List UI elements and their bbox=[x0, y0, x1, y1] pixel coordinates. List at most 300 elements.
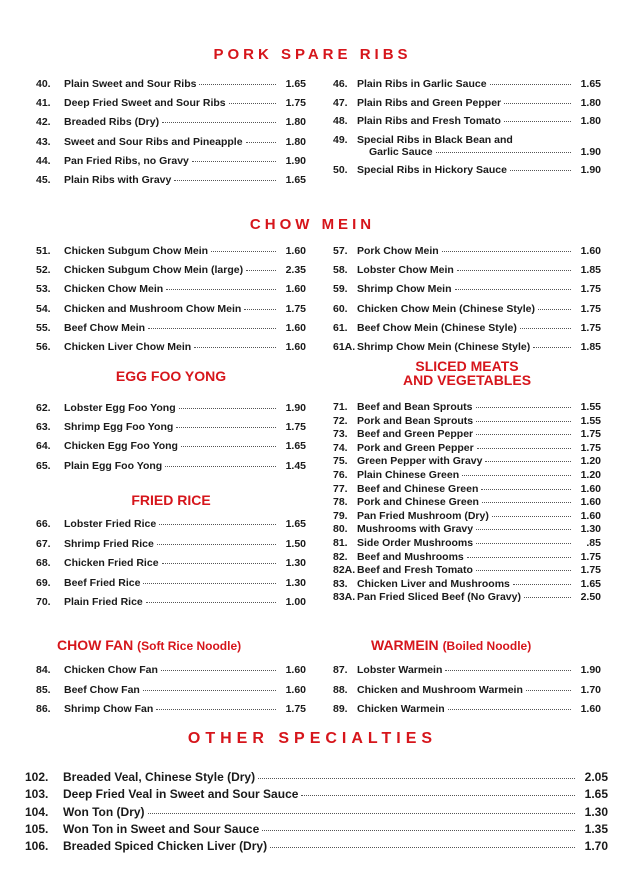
item-price: 1.75 bbox=[580, 564, 601, 577]
dot-leader bbox=[490, 84, 571, 85]
menu-item bbox=[333, 551, 601, 563]
dot-leader bbox=[157, 544, 276, 545]
item-number: 83A. bbox=[333, 591, 356, 604]
dot-leader bbox=[476, 421, 571, 422]
item-number: 61A. bbox=[333, 341, 356, 353]
item-price: 1.80 bbox=[580, 115, 601, 127]
menu-item bbox=[36, 245, 306, 257]
heading-sliced-meats-line2: AND VEGETABLES bbox=[402, 372, 532, 388]
dot-leader bbox=[148, 328, 276, 329]
menu-item bbox=[36, 703, 306, 715]
item-price: 1.85 bbox=[580, 264, 601, 277]
dot-leader bbox=[161, 670, 276, 671]
item-price: 1.60 bbox=[580, 703, 601, 715]
item-number: 44. bbox=[36, 154, 51, 167]
item-name: Lobster Warmein bbox=[357, 664, 443, 676]
heading-pork-spare-ribs: PORK SPARE RIBS bbox=[213, 46, 412, 63]
item-name: Plain Sweet and Sour Ribs bbox=[64, 78, 197, 90]
dot-leader bbox=[476, 570, 571, 571]
item-number: 49. bbox=[333, 134, 348, 146]
item-number: 73. bbox=[333, 428, 348, 441]
menu-item bbox=[36, 460, 306, 472]
item-name: Plain Ribs with Gravy bbox=[64, 174, 172, 186]
item-name: Breaded Veal, Chinese Style (Dry) bbox=[63, 770, 256, 784]
item-name: Pork Chow Mein bbox=[357, 245, 439, 257]
dot-leader bbox=[462, 475, 571, 476]
dot-leader bbox=[211, 251, 276, 252]
dot-leader bbox=[162, 122, 276, 123]
item-name: Pork and Chinese Green bbox=[357, 496, 479, 509]
item-name: Deep Fried Sweet and Sour Ribs bbox=[64, 97, 226, 110]
item-name: Lobster Fried Rice bbox=[64, 518, 157, 530]
item-price: 1.35 bbox=[584, 821, 608, 836]
dot-leader bbox=[244, 309, 276, 310]
item-price: 1.80 bbox=[285, 135, 306, 148]
menu-item bbox=[25, 787, 608, 801]
item-name: Beef and Mushrooms bbox=[357, 550, 464, 563]
menu-item bbox=[333, 134, 601, 146]
dot-leader bbox=[442, 251, 571, 252]
item-price: 1.60 bbox=[285, 321, 306, 334]
item-name: Plain Ribs in Garlic Sauce bbox=[357, 78, 487, 90]
menu-item bbox=[36, 518, 306, 530]
item-number: 60. bbox=[333, 302, 348, 315]
dot-leader bbox=[467, 557, 571, 558]
menu-item bbox=[25, 805, 608, 819]
item-price: 1.55 bbox=[580, 401, 601, 413]
item-name: Plain Chinese Green bbox=[357, 469, 460, 481]
dot-leader bbox=[199, 84, 276, 85]
item-name: Breaded Ribs (Dry) bbox=[64, 116, 160, 129]
item-price: 1.60 bbox=[580, 245, 601, 257]
item-number: 78. bbox=[333, 496, 348, 509]
item-number: 45. bbox=[36, 174, 51, 186]
item-name: Won Ton (Dry) bbox=[63, 804, 145, 819]
item-price: 1.90 bbox=[580, 164, 601, 176]
item-price: 1.50 bbox=[285, 537, 306, 550]
item-price: 1.75 bbox=[285, 97, 306, 110]
dot-leader bbox=[181, 446, 276, 447]
item-price: 1.60 bbox=[580, 482, 601, 495]
dot-leader bbox=[156, 709, 276, 710]
heading-sliced-meats-line1: SLICED MEATS bbox=[415, 358, 519, 374]
item-number: 59. bbox=[333, 283, 348, 296]
heading-warmein bbox=[371, 638, 531, 652]
item-number: 66. bbox=[36, 518, 51, 530]
item-number: 82. bbox=[333, 550, 348, 563]
menu-item bbox=[333, 164, 601, 176]
item-price: 1.90 bbox=[285, 154, 306, 167]
item-price: 1.65 bbox=[580, 78, 601, 90]
dot-leader bbox=[538, 309, 571, 310]
item-name: Chicken Warmein bbox=[357, 703, 445, 715]
dot-leader bbox=[166, 289, 276, 290]
item-number: 72. bbox=[333, 414, 348, 427]
item-price: 1.60 bbox=[285, 245, 306, 257]
item-price: 1.90 bbox=[580, 664, 601, 676]
item-number: 103. bbox=[25, 787, 49, 802]
item-name: Chicken and Mushroom Chow Mein bbox=[64, 302, 242, 315]
item-name: Pan Fried Mushroom (Dry) bbox=[357, 509, 489, 522]
menu-item bbox=[36, 174, 306, 186]
item-name: Sweet and Sour Ribs and Pineapple bbox=[64, 135, 243, 148]
item-name: Green Pepper with Gravy bbox=[357, 455, 483, 468]
item-name: Special Ribs in Black Bean and bbox=[357, 134, 513, 146]
dot-leader bbox=[513, 584, 571, 585]
item-name: Breaded Spiced Chicken Liver (Dry) bbox=[63, 839, 268, 854]
menu-item bbox=[333, 684, 601, 696]
item-price: 1.90 bbox=[285, 402, 306, 414]
item-number: 83. bbox=[333, 577, 348, 590]
menu-item bbox=[36, 155, 306, 167]
item-name: Chicken and Mushroom Warmein bbox=[357, 683, 523, 696]
dot-leader bbox=[165, 466, 276, 467]
item-name: Beef and Bean Sprouts bbox=[357, 401, 473, 413]
item-price: 2.35 bbox=[285, 264, 306, 277]
menu-item bbox=[333, 578, 601, 590]
item-name: Chicken Subgum Chow Mein (large) bbox=[64, 264, 244, 277]
menu-item bbox=[36, 664, 306, 676]
item-number: 71. bbox=[333, 401, 348, 413]
dot-leader bbox=[476, 407, 571, 408]
dot-leader bbox=[436, 152, 571, 153]
menu-item bbox=[25, 839, 608, 853]
item-number: 77. bbox=[333, 482, 348, 495]
item-name: Chicken Liver and Mushrooms bbox=[357, 577, 510, 590]
item-price: 1.75 bbox=[580, 321, 601, 334]
item-number: 75. bbox=[333, 455, 348, 468]
item-name: Plain Fried Rice bbox=[64, 596, 143, 608]
dot-leader bbox=[143, 583, 276, 584]
item-name: Pork and Bean Sprouts bbox=[357, 414, 474, 427]
dot-leader bbox=[179, 408, 276, 409]
dot-leader bbox=[246, 142, 276, 143]
item-name: Shrimp Egg Foo Yong bbox=[64, 421, 174, 434]
item-name: Pan Fried Sliced Beef (No Gravy) bbox=[357, 591, 521, 604]
item-price: 1.30 bbox=[285, 576, 306, 589]
menu-item bbox=[333, 483, 601, 495]
dot-leader bbox=[258, 778, 575, 779]
menu-item bbox=[25, 770, 608, 784]
item-name: Deep Fried Veal in Sweet and Sour Sauce bbox=[63, 787, 299, 802]
dot-leader bbox=[148, 813, 575, 814]
menu-item bbox=[36, 78, 306, 90]
item-number: 63. bbox=[36, 421, 51, 434]
item-price: 1.45 bbox=[285, 459, 306, 472]
dot-leader bbox=[504, 121, 571, 122]
item-name: Chicken Fried Rice bbox=[64, 557, 159, 569]
item-number: 61. bbox=[333, 321, 348, 334]
item-price: 1.65 bbox=[584, 787, 608, 802]
menu-item bbox=[333, 264, 601, 276]
item-price: 1.75 bbox=[580, 441, 601, 454]
item-price: 1.30 bbox=[285, 557, 306, 569]
item-name: Chicken Chow Mein bbox=[64, 283, 164, 296]
heading-title: CHOW FAN bbox=[57, 637, 134, 653]
item-number: 51. bbox=[36, 245, 51, 257]
item-number: 53. bbox=[36, 283, 51, 296]
item-number: 84. bbox=[36, 664, 51, 676]
item-number: 88. bbox=[333, 683, 348, 696]
menu-item bbox=[333, 115, 601, 127]
item-number: 85. bbox=[36, 683, 51, 696]
item-price: 1.65 bbox=[580, 577, 601, 590]
item-price: .85 bbox=[586, 537, 601, 549]
item-price: 1.80 bbox=[285, 116, 306, 129]
item-price: 1.60 bbox=[285, 683, 306, 696]
menu-item bbox=[333, 78, 601, 90]
item-number: 64. bbox=[36, 440, 51, 453]
item-number: 87. bbox=[333, 664, 348, 676]
item-number: 58. bbox=[333, 264, 348, 277]
menu-item bbox=[333, 322, 601, 334]
dot-leader bbox=[533, 347, 571, 348]
item-price: 1.60 bbox=[580, 496, 601, 509]
item-number: 70. bbox=[36, 596, 51, 608]
dot-leader bbox=[482, 502, 571, 503]
item-number: 82A. bbox=[333, 564, 356, 577]
item-name: Chicken Chow Fan bbox=[64, 664, 158, 676]
dot-leader bbox=[174, 180, 276, 181]
heading-chow-mein: CHOW MEIN bbox=[249, 216, 376, 233]
dot-leader bbox=[192, 161, 276, 162]
item-number: 46. bbox=[333, 78, 348, 90]
item-name: Beef and Chinese Green bbox=[357, 482, 479, 495]
heading-egg-foo-yong: EGG FOO YONG bbox=[115, 368, 227, 384]
item-number: 57. bbox=[333, 245, 348, 257]
menu-item bbox=[36, 136, 306, 148]
dot-leader bbox=[246, 270, 276, 271]
item-price: 1.20 bbox=[580, 455, 601, 468]
item-name: Lobster Egg Foo Yong bbox=[64, 402, 176, 414]
item-name: Lobster Chow Mein bbox=[357, 264, 454, 277]
item-name: Beef and Fresh Tomato bbox=[357, 564, 473, 577]
dot-leader bbox=[510, 170, 571, 171]
menu-item bbox=[333, 496, 601, 508]
item-number: 54. bbox=[36, 302, 51, 315]
dot-leader bbox=[448, 709, 571, 710]
item-name: Pork and Green Pepper bbox=[357, 441, 474, 454]
item-number: 79. bbox=[333, 509, 348, 522]
item-number: 102. bbox=[25, 770, 49, 784]
item-name: Beef Chow Fan bbox=[64, 683, 140, 696]
item-name: Chicken Subgum Chow Mein bbox=[64, 245, 209, 257]
item-number: 47. bbox=[333, 97, 348, 109]
dot-leader bbox=[301, 795, 575, 796]
dot-leader bbox=[476, 529, 571, 530]
dot-leader bbox=[143, 690, 276, 691]
menu-item bbox=[333, 415, 601, 427]
item-number: 104. bbox=[25, 804, 49, 819]
item-price: 1.60 bbox=[580, 509, 601, 522]
item-name: Garlic Sauce bbox=[369, 146, 433, 158]
menu-item bbox=[333, 442, 601, 454]
menu-item bbox=[36, 538, 306, 550]
item-number: 48. bbox=[333, 115, 348, 127]
item-number: 67. bbox=[36, 537, 51, 550]
item-number: 62. bbox=[36, 402, 51, 414]
item-number: 55. bbox=[36, 321, 51, 334]
menu-item bbox=[36, 322, 306, 334]
item-number: 50. bbox=[333, 164, 348, 176]
menu-item bbox=[36, 421, 306, 433]
item-number: 42. bbox=[36, 116, 51, 129]
item-name: Pan Fried Ribs, no Gravy bbox=[64, 154, 189, 167]
item-price: 1.75 bbox=[285, 302, 306, 315]
item-name: Plain Ribs and Green Pepper bbox=[357, 97, 502, 109]
item-number: 74. bbox=[333, 441, 348, 454]
item-number: 41. bbox=[36, 97, 51, 110]
menu-item bbox=[333, 245, 601, 257]
item-price: 1.75 bbox=[285, 703, 306, 715]
menu-item bbox=[333, 341, 601, 353]
heading-other-specialties: OTHER SPECIALTIES bbox=[187, 730, 438, 747]
menu-item bbox=[36, 341, 306, 353]
item-price: 1.65 bbox=[285, 78, 306, 90]
menu-item bbox=[333, 303, 601, 315]
menu-item bbox=[333, 591, 601, 603]
heading-subtitle: (Soft Rice Noodle) bbox=[137, 639, 242, 653]
item-price: 1.65 bbox=[285, 440, 306, 453]
menu-item bbox=[36, 97, 306, 109]
dot-leader bbox=[270, 847, 575, 848]
item-number: 86. bbox=[36, 703, 51, 715]
menu-item bbox=[333, 428, 601, 440]
menu-item bbox=[333, 664, 601, 676]
item-number: 40. bbox=[36, 78, 51, 90]
item-name: Beef and Green Pepper bbox=[357, 428, 474, 441]
menu-item bbox=[36, 684, 306, 696]
menu-item bbox=[36, 577, 306, 589]
item-price: 1.65 bbox=[285, 174, 306, 186]
item-name: Beef Chow Mein (Chinese Style) bbox=[357, 321, 517, 334]
item-price: 1.00 bbox=[285, 596, 306, 608]
item-name: Shrimp Chow Mein bbox=[357, 283, 452, 296]
dot-leader bbox=[477, 448, 571, 449]
dot-leader bbox=[492, 516, 571, 517]
menu-item bbox=[36, 402, 306, 414]
menu-item bbox=[333, 510, 601, 522]
item-price: 1.85 bbox=[580, 341, 601, 353]
item-name: Side Order Mushrooms bbox=[357, 537, 474, 549]
dot-leader bbox=[457, 270, 571, 271]
dot-leader bbox=[146, 602, 276, 603]
heading-title: WARMEIN bbox=[371, 637, 439, 653]
dot-leader bbox=[524, 597, 571, 598]
item-name: Beef Chow Mein bbox=[64, 321, 146, 334]
dot-leader bbox=[476, 434, 571, 435]
menu-item bbox=[36, 596, 306, 608]
item-price: 1.75 bbox=[580, 428, 601, 441]
item-name: Mushrooms with Gravy bbox=[357, 523, 474, 536]
item-price: 1.90 bbox=[580, 146, 601, 158]
item-price: 1.75 bbox=[285, 421, 306, 434]
menu-item bbox=[36, 283, 306, 295]
item-name: Special Ribs in Hickory Sauce bbox=[357, 164, 507, 176]
item-price: 2.05 bbox=[584, 770, 608, 784]
dot-leader bbox=[194, 347, 276, 348]
item-price: 1.55 bbox=[580, 414, 601, 427]
menu-item bbox=[333, 469, 601, 481]
dot-leader bbox=[229, 103, 276, 104]
item-number: 80. bbox=[333, 523, 348, 536]
item-number: 56. bbox=[36, 341, 51, 353]
item-number: 52. bbox=[36, 264, 51, 277]
dot-leader bbox=[159, 524, 276, 525]
menu-item bbox=[333, 401, 601, 413]
item-number: 65. bbox=[36, 459, 51, 472]
heading-fried-rice: FRIED RICE bbox=[131, 492, 211, 508]
item-name: Beef Fried Rice bbox=[64, 576, 141, 589]
dot-leader bbox=[504, 103, 571, 104]
item-number: 81. bbox=[333, 537, 348, 549]
dot-leader bbox=[262, 830, 575, 831]
dot-leader bbox=[162, 563, 276, 564]
item-price: 2.50 bbox=[580, 591, 601, 604]
item-price: 1.60 bbox=[285, 341, 306, 353]
menu-item bbox=[333, 703, 601, 715]
dot-leader bbox=[476, 543, 571, 544]
item-price: 1.75 bbox=[580, 302, 601, 315]
item-name: Chicken Egg Foo Yong bbox=[64, 440, 178, 453]
item-price: 1.75 bbox=[580, 283, 601, 296]
heading-subtitle: (Boiled Noodle) bbox=[442, 639, 532, 653]
item-name: Chicken Liver Chow Mein bbox=[64, 341, 192, 353]
item-name: Plain Egg Foo Yong bbox=[64, 459, 163, 472]
menu-item bbox=[25, 822, 608, 836]
menu-item bbox=[333, 564, 601, 576]
dot-leader bbox=[526, 690, 571, 691]
item-number: 68. bbox=[36, 557, 51, 569]
menu-item bbox=[36, 440, 306, 452]
menu-item bbox=[36, 116, 306, 128]
menu-item bbox=[36, 264, 306, 276]
menu-item bbox=[333, 537, 601, 549]
item-name: Won Ton in Sweet and Sour Sauce bbox=[63, 821, 260, 836]
item-price: 1.60 bbox=[285, 283, 306, 296]
dot-leader bbox=[455, 289, 572, 290]
menu-item bbox=[333, 455, 601, 467]
menu-item bbox=[36, 557, 306, 569]
item-number: 69. bbox=[36, 576, 51, 589]
menu-item bbox=[333, 97, 601, 109]
item-price: 1.70 bbox=[584, 839, 608, 854]
menu-item bbox=[333, 523, 601, 535]
item-price: 1.65 bbox=[285, 518, 306, 530]
item-price: 1.30 bbox=[584, 804, 608, 819]
item-name: Chicken Chow Mein (Chinese Style) bbox=[357, 302, 535, 315]
dot-leader bbox=[481, 489, 571, 490]
item-name: Shrimp Chow Fan bbox=[64, 703, 154, 715]
menu-item bbox=[36, 303, 306, 315]
item-price: 1.30 bbox=[580, 523, 601, 536]
menu-item-continued bbox=[333, 146, 601, 158]
menu-item bbox=[333, 283, 601, 295]
item-price: 1.80 bbox=[580, 97, 601, 109]
heading-chow-fan bbox=[57, 638, 241, 652]
item-number: 43. bbox=[36, 135, 51, 148]
item-price: 1.70 bbox=[580, 683, 601, 696]
dot-leader bbox=[485, 461, 571, 462]
item-number: 105. bbox=[25, 821, 49, 836]
item-number: 106. bbox=[25, 839, 49, 854]
item-number: 89. bbox=[333, 703, 348, 715]
item-price: 1.60 bbox=[285, 664, 306, 676]
item-price: 1.75 bbox=[580, 550, 601, 563]
dot-leader bbox=[176, 427, 276, 428]
item-price: 1.20 bbox=[580, 469, 601, 481]
item-name: Shrimp Fried Rice bbox=[64, 537, 154, 550]
